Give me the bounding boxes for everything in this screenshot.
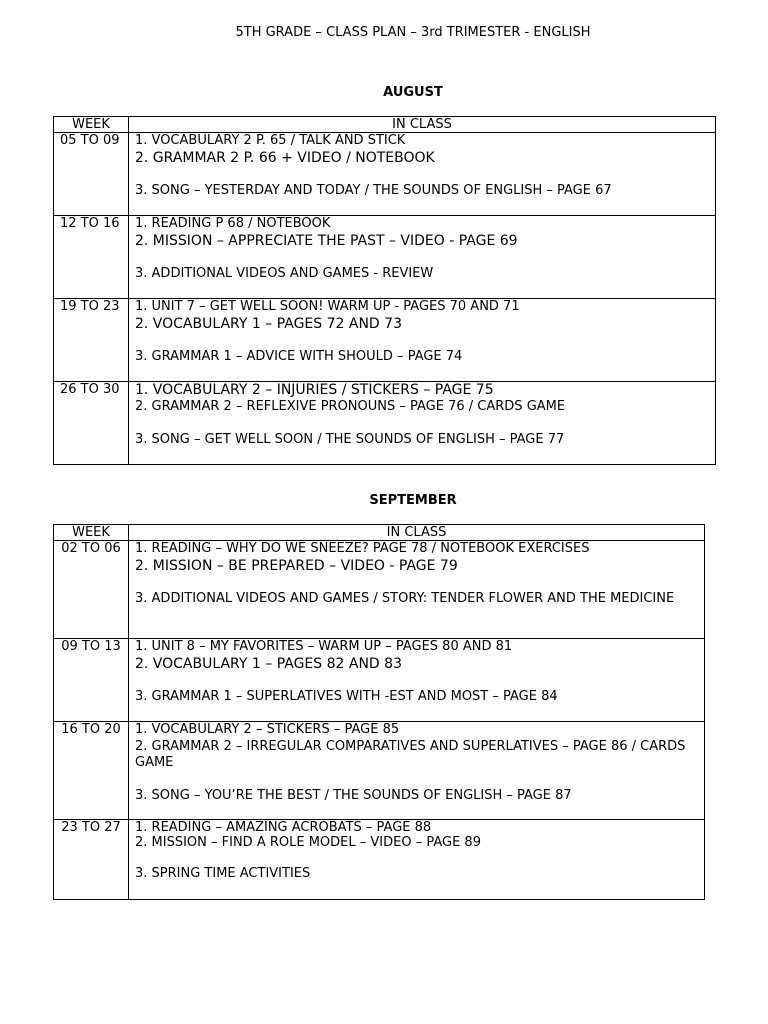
activity-item: 2. MISSION – FIND A ROLE MODEL – VIDEO – PAGE 89 (135, 835, 481, 850)
activity-item: 2. VOCABULARY 1 – PAGES 82 AND 83 (135, 656, 402, 672)
activity-item: 2. VOCABULARY 1 – PAGES 72 AND 73 (135, 316, 402, 332)
table-row (54, 299, 716, 382)
week-cell: 09 TO 13 (54, 639, 129, 722)
table-row (54, 820, 705, 900)
activity-item: 1. READING P 68 / NOTEBOOK (135, 216, 331, 231)
activities-cell (129, 639, 705, 722)
table-row (54, 722, 705, 820)
table-row (54, 382, 716, 465)
activities-cell (129, 216, 716, 299)
week-cell: 12 TO 16 (54, 216, 129, 299)
page-title: 5TH GRADE – CLASS PLAN – 3rd TRIMESTER - ENGLISH (235, 25, 591, 40)
week-cell: 02 TO 06 (54, 541, 129, 639)
table-row (54, 541, 705, 639)
september-plan-table (53, 524, 705, 900)
week-column-header: WEEK (54, 117, 129, 133)
activity-item: 1. READING – WHY DO WE SNEEZE? PAGE 78 / NOTEBOOK EXERCISES (135, 541, 590, 556)
activity-item: 1. READING – AMAZING ACROBATS – PAGE 88 (135, 820, 432, 835)
activity-item: 3. ADDITIONAL VIDEOS AND GAMES - REVIEW (135, 266, 434, 281)
activity-item: 3. ADDITIONAL VIDEOS AND GAMES / STORY: TENDER FLOWER AND THE MEDICINE (135, 591, 675, 606)
in-class-column-header: IN CLASS (129, 117, 716, 133)
activity-item: 1. UNIT 8 – MY FAVORITES – WARM UP – PAGES 80 AND 81 (135, 639, 513, 654)
activities-cell (129, 133, 716, 216)
activity-item: 1. VOCABULARY 2 – INJURIES / STICKERS – PAGE 75 (135, 382, 494, 398)
activity-item: 3. SONG – YESTERDAY AND TODAY / THE SOUNDS OF ENGLISH – PAGE 67 (135, 183, 612, 198)
week-cell: 26 TO 30 (54, 382, 129, 465)
table-row (54, 216, 716, 299)
august-plan-table (53, 116, 716, 465)
activity-item: 2. GRAMMAR 2 P. 66 + VIDEO / NOTEBOOK (135, 150, 435, 166)
activities-cell (129, 541, 705, 639)
week-column-header: WEEK (54, 525, 129, 541)
activity-item: 2. MISSION – BE PREPARED – VIDEO - PAGE 79 (135, 558, 458, 574)
week-cell: 23 TO 27 (54, 820, 129, 900)
month-heading-august: AUGUST (383, 85, 443, 100)
activity-item: 3. SONG – GET WELL SOON / THE SOUNDS OF ENGLISH – PAGE 77 (135, 432, 565, 447)
activity-item: 3. GRAMMAR 1 – ADVICE WITH SHOULD – PAGE 74 (135, 349, 463, 364)
table-row (54, 133, 716, 216)
activity-item: 3. SONG – YOU’RE THE BEST / THE SOUNDS OF ENGLISH – PAGE 87 (135, 788, 572, 803)
activity-item: 2. GRAMMAR 2 – IRREGULAR COMPARATIVES AND SUPERLATIVES – PAGE 86 / CARDS GAME (135, 739, 686, 770)
activity-item: 2. MISSION – APPRECIATE THE PAST – VIDEO - PAGE 69 (135, 233, 518, 249)
week-cell: 05 TO 09 (54, 133, 129, 216)
activity-item: 1. UNIT 7 – GET WELL SOON! WARM UP - PAGES 70 AND 71 (135, 299, 520, 314)
week-cell: 19 TO 23 (54, 299, 129, 382)
activity-item: 1. VOCABULARY 2 – STICKERS – PAGE 85 (135, 722, 400, 737)
activities-cell (129, 820, 705, 900)
activity-item: 3. GRAMMAR 1 – SUPERLATIVES WITH -EST AND MOST – PAGE 84 (135, 689, 558, 704)
activity-item: 1. VOCABULARY 2 P. 65 / TALK AND STICK (135, 133, 406, 148)
table-header-row (54, 525, 705, 541)
table-row (54, 639, 705, 722)
activity-item: 2. GRAMMAR 2 – REFLEXIVE PRONOUNS – PAGE 76 / CARDS GAME (135, 399, 566, 414)
table-header-row (54, 117, 716, 133)
activity-item: 3. SPRING TIME ACTIVITIES (135, 866, 311, 881)
activities-cell (129, 299, 716, 382)
activities-cell (129, 722, 705, 820)
month-heading-september: SEPTEMBER (369, 493, 457, 508)
activities-cell (129, 382, 716, 465)
in-class-column-header: IN CLASS (129, 525, 705, 541)
week-cell: 16 TO 20 (54, 722, 129, 820)
